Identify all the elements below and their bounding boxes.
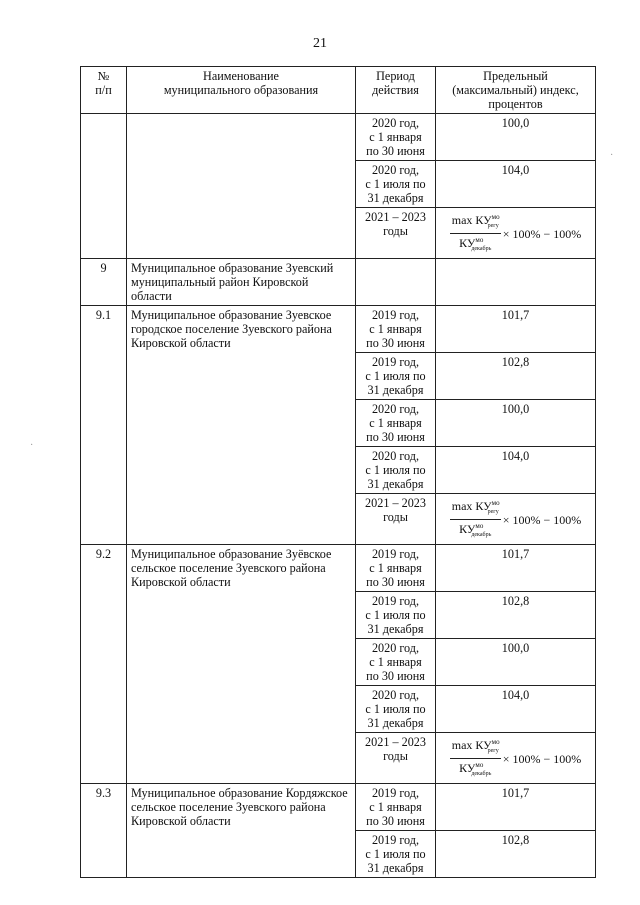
index-cell: 100,0: [436, 400, 596, 447]
index-cell: 101,7: [436, 784, 596, 831]
row-number: [81, 114, 127, 259]
row-number: 9.3: [81, 784, 127, 878]
formula-numerator: $\max КУ^{мо}_{регу}$: [450, 497, 501, 520]
index-cell: 101,7: [436, 306, 596, 353]
formula-tail: × 100% − 100%: [502, 512, 582, 527]
formula-tail: × 100% − 100%: [502, 226, 582, 241]
municipality-name: Муниципальное образование Кордяжское сельское поселение Зуевского района Кировской области: [127, 784, 356, 878]
formula-numerator: $\max КУ^{мо}_{регу}$: [450, 736, 501, 759]
formula-numerator: $\max КУ^{мо}_{регу}$: [450, 211, 501, 234]
formula-denominator: $КУ^{мо}_{декабрь}$: [459, 522, 492, 538]
index-cell: [436, 494, 596, 545]
period-cell: 2019 год, с 1 января по 30 июня: [356, 545, 436, 592]
index-cell: [436, 733, 596, 784]
index-cell: 102,8: [436, 353, 596, 400]
period-cell: 2020 год, с 1 января по 30 июня: [356, 114, 436, 161]
period-cell: 2021 – 2023 годы: [356, 208, 436, 259]
index-cell: [436, 208, 596, 259]
period-cell: 2019 год, с 1 июля по 31 декабря: [356, 592, 436, 639]
period-cell: [356, 259, 436, 306]
table-row: [81, 306, 596, 353]
index-cell: 104,0: [436, 447, 596, 494]
scan-artifact: ·: [30, 440, 34, 451]
index-formula: [450, 211, 582, 256]
period-cell: 2020 год, с 1 января по 30 июня: [356, 400, 436, 447]
index-formula: [450, 497, 582, 542]
formula-denominator: $КУ^{мо}_{декабрь}$: [459, 236, 492, 252]
period-cell: 2019 год, с 1 января по 30 июня: [356, 784, 436, 831]
period-cell: 2019 год, с 1 июля по 31 декабря: [356, 831, 436, 878]
table-row: [81, 784, 596, 831]
formula-fraction: [450, 736, 501, 781]
municipality-name: Муниципальное образование Зуевский муниципальный район Кировской области: [127, 259, 356, 306]
municipality-name: [127, 114, 356, 259]
index-cell: 101,7: [436, 545, 596, 592]
period-cell: 2020 год, с 1 июля по 31 декабря: [356, 447, 436, 494]
index-cell: 102,8: [436, 831, 596, 878]
header-num: № п/п: [81, 67, 127, 114]
header-period: Период действия: [356, 67, 436, 114]
table-row: [81, 545, 596, 592]
period-cell: 2019 год, с 1 января по 30 июня: [356, 306, 436, 353]
index-cell: 100,0: [436, 639, 596, 686]
scan-artifact: ·: [610, 150, 614, 161]
period-cell: 2020 год, с 1 июля по 31 декабря: [356, 161, 436, 208]
header-name: Наименование муниципального образования: [127, 67, 356, 114]
index-cell: 104,0: [436, 686, 596, 733]
table-header-row: [81, 67, 596, 114]
period-cell: 2021 – 2023 годы: [356, 494, 436, 545]
formula-denominator: $КУ^{мо}_{декабрь}$: [459, 761, 492, 777]
municipality-name: Муниципальное образование Зуевское городское поселение Зуевского района Кировской области: [127, 306, 356, 545]
index-cell: 102,8: [436, 592, 596, 639]
row-number: 9.1: [81, 306, 127, 545]
period-cell: 2021 – 2023 годы: [356, 733, 436, 784]
table-row: [81, 259, 596, 306]
index-cell: 104,0: [436, 161, 596, 208]
index-formula: [450, 736, 582, 781]
period-cell: 2020 год, с 1 июля по 31 декабря: [356, 686, 436, 733]
municipality-name: Муниципальное образование Зуёвское сельское поселение Зуевского района Кировской области: [127, 545, 356, 784]
page-number: 21: [313, 36, 327, 51]
header-index: Предельный (максимальный) индекс, процентов: [436, 67, 596, 114]
formula-tail: × 100% − 100%: [502, 751, 582, 766]
index-cell: 100,0: [436, 114, 596, 161]
formula-fraction: [450, 211, 501, 256]
tariff-index-table: [80, 66, 596, 878]
formula-fraction: [450, 497, 501, 542]
table-row: [81, 114, 596, 161]
period-cell: 2019 год, с 1 июля по 31 декабря: [356, 353, 436, 400]
row-number: 9.2: [81, 545, 127, 784]
period-cell: 2020 год, с 1 января по 30 июня: [356, 639, 436, 686]
row-number: 9: [81, 259, 127, 306]
index-cell: [436, 259, 596, 306]
